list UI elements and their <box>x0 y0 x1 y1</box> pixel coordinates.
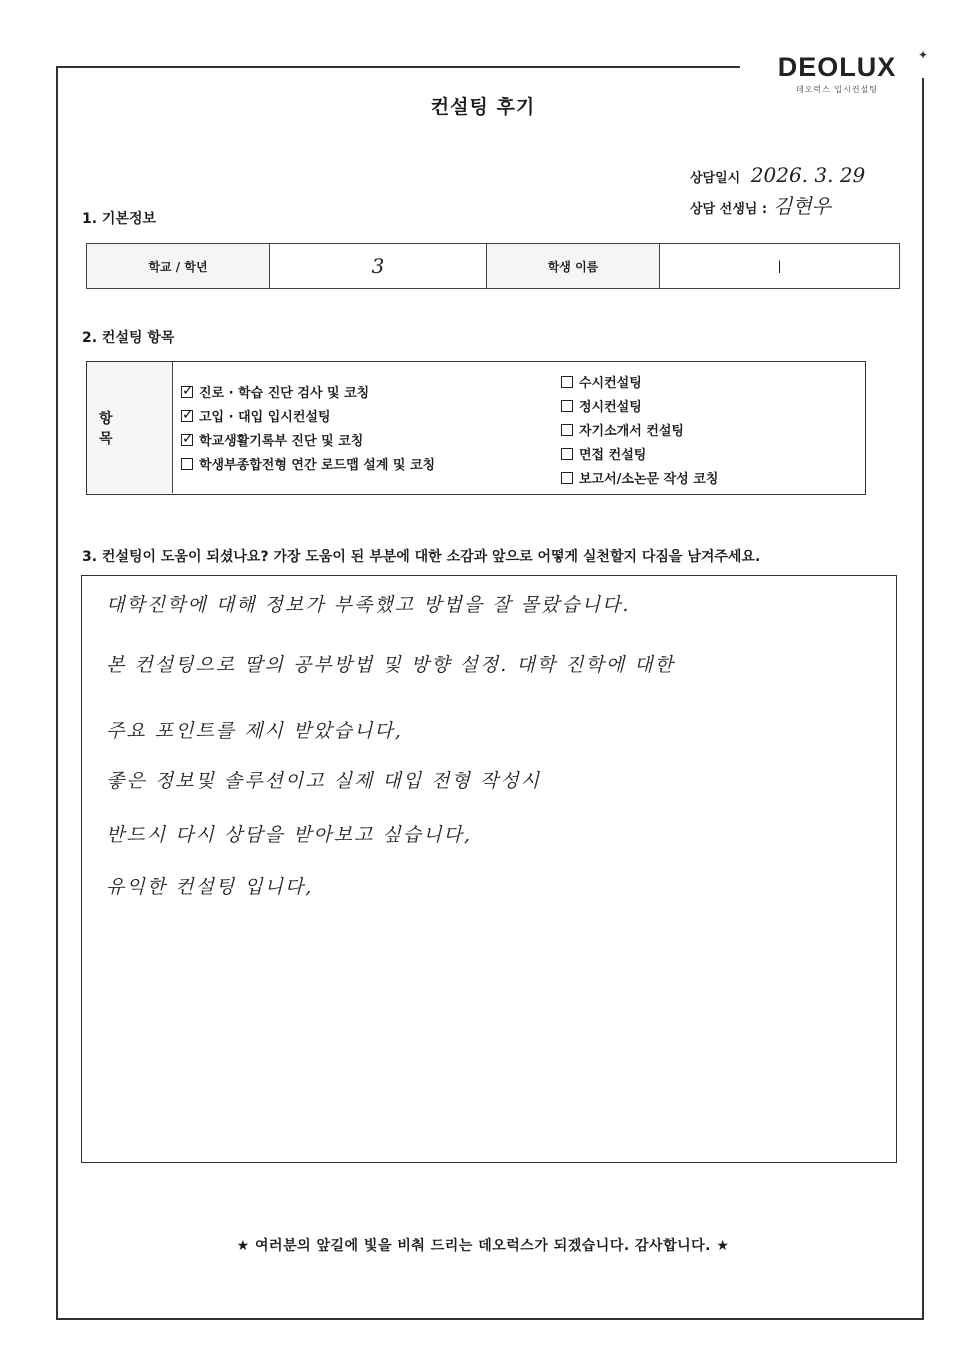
section1-heading: 1. 기본정보 <box>82 211 157 227</box>
consult-date <box>690 163 865 187</box>
teacher-signature: 김현우 <box>773 194 832 218</box>
checkbox-checked-icon[interactable] <box>181 386 193 398</box>
item-checkbox[interactable]: ✓고입 · 대입 입시컨설팅 <box>181 406 435 430</box>
section3-heading: 3. 컨설팅이 도움이 되셨나요? 가장 도움이 된 부분에 대한 소감과 앞으로 어떻게 실천할지 다짐을 남겨주세요. <box>82 549 761 565</box>
school-value: 3 <box>270 244 487 289</box>
name-value: | <box>660 244 900 289</box>
comment-line: 좋은 정보및 솔루션이고 실제 대입 전형 작성시 <box>106 770 541 792</box>
comment-line: 반드시 다시 상담을 받아보고 싶습니다, <box>106 824 472 846</box>
comment-line: 대학진학에 대해 정보가 부족했고 방법을 잘 몰랐습니다. <box>106 594 631 616</box>
checkbox-icon[interactable] <box>561 472 573 484</box>
logo-name: DEOLUX <box>777 52 897 82</box>
checkbox-checked-icon[interactable] <box>181 434 193 446</box>
items-label: 항 목 <box>87 362 173 493</box>
checkbox-icon[interactable] <box>181 458 193 470</box>
name-label: 학생 이름 <box>487 244 660 289</box>
checkbox-icon[interactable] <box>561 376 573 388</box>
comment-line: 주요 포인트를 제시 받았습니다, <box>106 720 403 742</box>
item-checkbox[interactable]: 수시컨설팅 <box>561 372 718 396</box>
checkbox-icon[interactable] <box>561 400 573 412</box>
item-checkbox[interactable]: 정시컨설팅 <box>561 396 718 420</box>
item-checkbox[interactable]: ✓진로 · 학습 진단 검사 및 코칭 <box>181 382 435 406</box>
left-items <box>181 382 435 478</box>
item-checkbox[interactable]: ✓학교생활기록부 진단 및 코칭 <box>181 430 435 454</box>
consult-teacher <box>690 190 831 219</box>
comment-line: 유익한 컨설팅 입니다, <box>106 876 314 898</box>
logo <box>748 48 929 95</box>
item-checkbox[interactable]: 보고서/소논문 작성 코칭 <box>561 468 718 492</box>
basic-info-table <box>86 243 900 289</box>
teacher-label: 상담 선생님 : <box>690 202 768 217</box>
consult-items-box <box>86 361 866 495</box>
date-label: 상담일시 <box>690 171 745 186</box>
comment-line: 본 컨설팅으로 딸의 공부방법 및 방향 설정. 대학 진학에 대한 <box>106 654 675 676</box>
checkbox-icon[interactable] <box>561 424 573 436</box>
right-items <box>561 372 718 492</box>
item-checkbox[interactable]: 면접 컨설팅 <box>561 444 718 468</box>
item-checkbox[interactable]: 학생부종합전형 연간 로드맵 설계 및 코칭 <box>181 454 435 478</box>
comment-box[interactable] <box>81 575 897 1163</box>
footer-message: ★ 여러분의 앞길에 빛을 비춰 드리는 데오럭스가 되겠습니다. 감사합니다. ★ <box>236 1238 730 1254</box>
item-checkbox[interactable]: 자기소개서 컨설팅 <box>561 420 718 444</box>
date-value: 2026. 3. 29 <box>750 163 866 187</box>
checkbox-icon[interactable] <box>561 448 573 460</box>
logo-subtitle: 데오럭스 입시컨설팅 <box>795 85 879 94</box>
logo-star-icon: ✦ <box>918 48 929 62</box>
school-label: 학교 / 학년 <box>87 244 270 289</box>
section2-heading: 2. 컨설팅 항목 <box>82 330 175 346</box>
page-title: 컨설팅 후기 <box>430 96 536 118</box>
checkbox-checked-icon[interactable] <box>181 410 193 422</box>
